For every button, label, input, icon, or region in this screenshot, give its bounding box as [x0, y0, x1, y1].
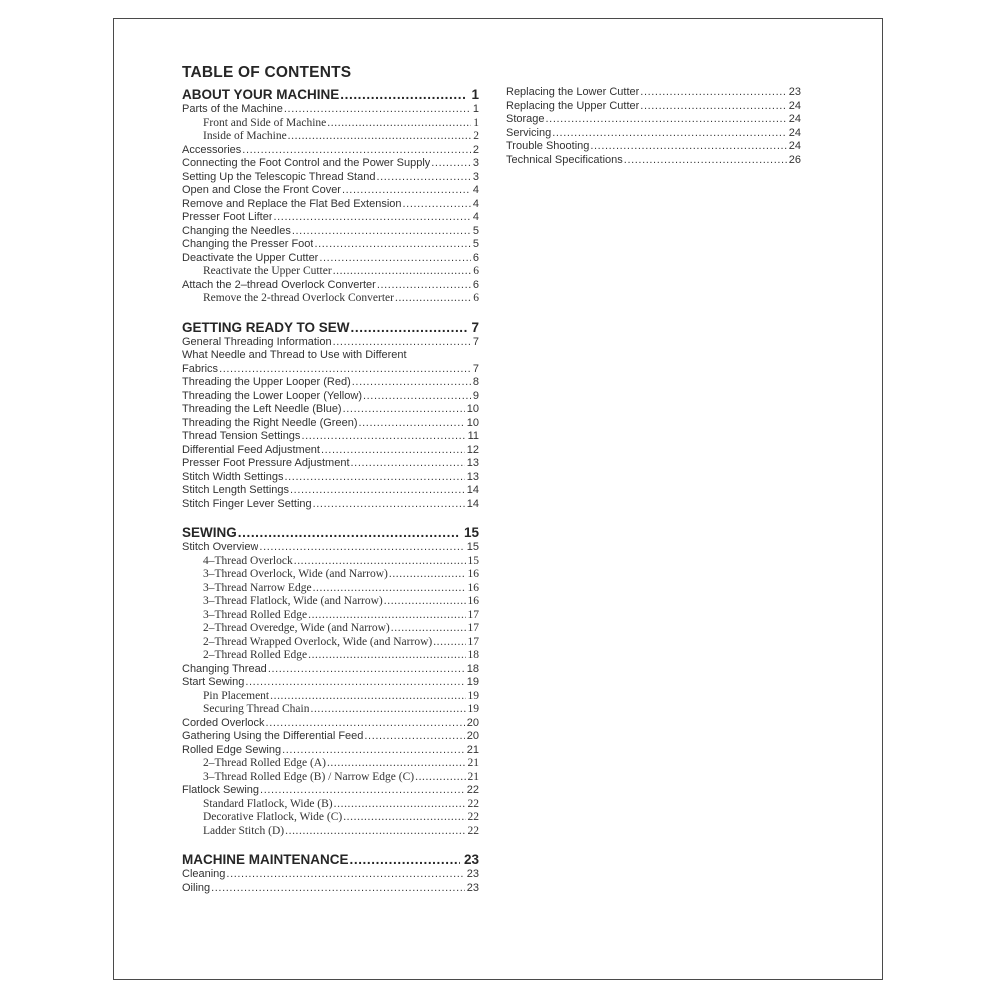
dot-leader: [308, 609, 465, 623]
toc-entry: [506, 113, 801, 127]
toc-entry: [506, 86, 801, 100]
toc-entry: [182, 744, 479, 758]
toc-entry-label: Parts of the Machine: [182, 103, 283, 115]
toc-entry-label: 2–Thread Overedge, Wide (and Narrow): [203, 622, 390, 634]
toc-entry-label: Setting Up the Telescopic Thread Stand: [182, 170, 376, 183]
toc-entry-label: Oiling: [182, 881, 211, 894]
dot-leader: [351, 319, 468, 336]
toc-entry-label: Attach the 2–thread Overlock Converter: [182, 278, 376, 291]
toc-entry: [182, 363, 479, 377]
dot-leader: [310, 703, 465, 717]
toc-entry: [182, 184, 479, 198]
toc-section-heading: [182, 851, 479, 868]
toc-entry-label: Remove the 2-thread Overlock Converter: [203, 292, 394, 304]
toc-entry-page: 11: [467, 430, 479, 442]
dot-leader: [238, 524, 460, 541]
toc-entry-page: 15: [466, 541, 479, 553]
dot-leader: [333, 265, 472, 279]
toc-entry: [182, 198, 479, 212]
toc-entry-label: Decorative Flatlock, Wide (C): [203, 811, 343, 823]
toc-entry: [182, 757, 479, 771]
toc-entry-page: 22: [467, 797, 479, 810]
toc-entry: [506, 140, 801, 154]
toc-entry-page: 24: [788, 140, 801, 152]
toc-entry-label: Changing Thread: [182, 662, 267, 675]
toc-entry: [182, 784, 479, 798]
toc-entry: [182, 703, 479, 717]
toc-entry-page: 23: [466, 881, 479, 894]
toc-entry: [182, 676, 479, 690]
toc-entry-label: ABOUT YOUR MACHINE: [182, 87, 340, 102]
dot-leader: [270, 690, 465, 704]
toc-entry-label: Replacing the Upper Cutter: [506, 99, 640, 112]
toc-entry: [182, 376, 479, 390]
toc-entry-label: Changing the Presser Foot: [182, 238, 314, 250]
toc-entry-label: Replacing the Lower Cutter: [506, 86, 640, 98]
toc-entry-label: 3–Thread Narrow Edge: [203, 581, 312, 594]
toc-section-heading: [182, 319, 479, 336]
toc-entry: [182, 541, 479, 555]
toc-entry: [182, 117, 479, 131]
toc-entry-page: 3: [472, 170, 479, 183]
toc-entry-label: Servicing: [506, 126, 552, 139]
toc-entry: [182, 882, 479, 896]
dot-leader: [294, 555, 466, 569]
dot-leader: [333, 336, 471, 350]
dot-leader: [211, 882, 465, 896]
toc-entry: [182, 444, 479, 458]
toc-entry: [182, 292, 479, 306]
toc-column-right: [506, 86, 801, 167]
toc-entry-page: 23: [788, 86, 801, 98]
toc-entry-label: Connecting the Foot Control and the Power Supply: [182, 157, 431, 169]
dot-leader: [219, 363, 471, 377]
toc-entry-page: 10: [466, 416, 479, 429]
toc-entry-page: 6: [473, 292, 479, 304]
toc-entry-label: 3–Thread Flatlock, Wide (and Narrow): [203, 595, 383, 607]
toc-entry: [182, 417, 479, 431]
toc-entry: [182, 498, 479, 512]
toc-entry: [182, 336, 479, 350]
toc-entry: [182, 811, 479, 825]
toc-entry: [182, 171, 479, 185]
toc-entry: [182, 403, 479, 417]
dot-leader: [292, 225, 471, 239]
toc-entry-label: Start Sewing: [182, 676, 245, 688]
toc-entry: [182, 730, 479, 744]
toc-entry-page: 16: [467, 568, 479, 580]
toc-entry-label: Threading the Lower Looper (Yellow): [182, 389, 362, 402]
toc-entry-page: 26: [788, 153, 801, 166]
toc-entry-label: Gathering Using the Differential Feed: [182, 730, 364, 742]
toc-entry-label: Inside of Machine: [203, 130, 287, 142]
toc-entry-label: 3–Thread Rolled Edge: [203, 608, 308, 621]
toc-entry: [182, 649, 479, 663]
toc-entry-page: 4: [472, 197, 479, 210]
toc-entry-page: 19: [467, 703, 479, 715]
toc-entry-label: Pin Placement: [203, 689, 270, 702]
dot-leader: [285, 825, 465, 839]
toc-entry: [182, 568, 479, 582]
toc-entry-label: 2–Thread Rolled Edge: [203, 649, 308, 661]
toc-entry-label: General Threading Information: [182, 335, 332, 348]
toc-entry: [182, 825, 479, 839]
toc-entry: [182, 471, 479, 485]
toc-entry-page: 19: [466, 676, 479, 688]
toc-entry: [182, 663, 479, 677]
dot-leader: [285, 471, 465, 485]
toc-entry: [182, 771, 479, 785]
toc-entry-page: 6: [472, 251, 479, 264]
toc-entry-label: Threading the Upper Looper (Red): [182, 376, 351, 388]
toc-entry: [182, 238, 479, 252]
dot-leader: [640, 86, 786, 100]
dot-leader: [351, 457, 465, 471]
toc-entry: [182, 582, 479, 596]
dot-leader: [352, 376, 471, 390]
toc-entry-page: 9: [472, 389, 479, 402]
dot-leader: [313, 582, 466, 596]
toc-entry-label: 2–Thread Wrapped Overlock, Wide (and Narrow): [203, 635, 433, 648]
dot-leader: [308, 649, 465, 663]
toc-entry-page: 6: [472, 278, 479, 291]
dot-leader: [391, 622, 466, 636]
toc-entry-page: 22: [467, 824, 479, 837]
dot-leader: [268, 663, 465, 677]
dot-leader: [377, 279, 471, 293]
toc-entry: [182, 717, 479, 731]
toc-entry-page: 18: [466, 662, 479, 675]
toc-entry-page: 16: [467, 581, 479, 594]
toc-entry-label: Standard Flatlock, Wide (B): [203, 797, 333, 810]
toc-entry-label: Presser Foot Lifter: [182, 211, 273, 223]
toc-entry: [182, 555, 479, 569]
toc-entry-page: 8: [472, 376, 479, 388]
toc-entry: [182, 636, 479, 650]
toc-entry-page: 15: [463, 525, 479, 540]
toc-entry-label: 3–Thread Rolled Edge (B) / Narrow Edge (C): [203, 770, 415, 783]
toc-entry: [182, 349, 479, 363]
toc-entry: [182, 484, 479, 498]
dot-leader: [314, 238, 470, 252]
toc-entry: [182, 390, 479, 404]
dot-leader: [640, 100, 786, 114]
toc-entry-page: 21: [466, 743, 479, 756]
toc-entry-label: Threading the Right Needle (Green): [182, 416, 358, 429]
dot-leader: [343, 403, 465, 417]
toc-entry-label: What Needle and Thread to Use with Different: [182, 349, 407, 361]
dot-leader: [273, 211, 470, 225]
dot-leader: [334, 798, 466, 812]
toc-entry-label: 3–Thread Overlock, Wide (and Narrow): [203, 568, 388, 580]
toc-entry-page: 10: [466, 403, 479, 415]
dot-leader: [624, 154, 787, 168]
toc-entry-label: Changing the Needles: [182, 224, 291, 237]
dot-leader: [552, 127, 787, 141]
toc-entry-label: Reactivate the Upper Cutter: [203, 265, 332, 277]
toc-entry-page: 20: [466, 716, 479, 729]
dot-leader: [226, 868, 464, 882]
toc-entry-page: 19: [467, 689, 479, 702]
dot-leader: [319, 252, 471, 266]
dot-leader: [260, 784, 465, 798]
toc-entry-label: Fabrics: [182, 362, 219, 375]
toc-entry-label: Flatlock Sewing: [182, 784, 260, 796]
dot-leader: [284, 103, 471, 117]
toc-entry-label: Stitch Length Settings: [182, 484, 290, 496]
dot-leader: [363, 390, 471, 404]
toc-column-left: [182, 86, 479, 895]
dot-leader: [245, 676, 464, 690]
toc-entry-page: 16: [467, 595, 479, 607]
dot-leader: [327, 757, 466, 771]
dot-leader: [364, 730, 464, 744]
toc-entry-label: Trouble Shooting: [506, 140, 590, 152]
toc-entry-label: Technical Specifications: [506, 153, 623, 166]
dot-leader: [259, 541, 464, 555]
toc-entry-page: 21: [467, 757, 479, 769]
toc-section-heading: [182, 86, 479, 103]
toc-entry-label: Stitch Overview: [182, 541, 259, 553]
toc-entry: [182, 430, 479, 444]
toc-entry-page: 7: [472, 335, 479, 348]
toc-entry-label: Ladder Stitch (D): [203, 824, 285, 837]
dot-leader: [350, 851, 460, 868]
toc-entry-page: 2: [472, 143, 479, 156]
toc-entry-label: Front and Side of Machine: [203, 116, 327, 129]
toc-entry-page: 1: [473, 116, 479, 129]
toc-entry-label: Stitch Finger Lever Setting: [182, 497, 312, 510]
toc-entry: [506, 154, 801, 168]
toc-entry-page: 17: [467, 622, 479, 634]
dot-leader: [301, 430, 465, 444]
toc-entry-page: 3: [472, 157, 479, 169]
toc-entry-page: 13: [466, 470, 479, 483]
toc-entry-page: 14: [466, 497, 479, 510]
toc-entry-label: 4–Thread Overlock: [203, 554, 293, 567]
toc-entry-page: 7: [471, 319, 479, 335]
toc-entry-page: 7: [472, 362, 479, 375]
toc-entry-label: Corded Overlock: [182, 716, 265, 729]
toc-entry-label: Deactivate the Upper Cutter: [182, 251, 319, 264]
toc-entry: [182, 103, 479, 117]
toc-entry: [182, 130, 479, 144]
toc-entry-label: Presser Foot Pressure Adjustment: [182, 457, 350, 469]
toc-entry-label: MACHINE MAINTENANCE: [182, 852, 349, 867]
toc-entry-page: 22: [466, 784, 479, 796]
toc-entry-page: 4: [472, 184, 479, 196]
toc-entry-label: GETTING READY TO SEW: [182, 319, 350, 335]
toc-entry: [506, 127, 801, 141]
toc-entry: [182, 225, 479, 239]
dot-leader: [415, 771, 465, 785]
toc-entry-page: 12: [466, 443, 479, 456]
toc-entry-page: 4: [472, 211, 479, 223]
toc-entry-page: 5: [472, 224, 479, 237]
toc-entry-page: 14: [466, 484, 479, 496]
toc-columns: [182, 86, 882, 895]
dot-leader: [376, 171, 470, 185]
toc-entry: [182, 690, 479, 704]
toc-entry-label: Thread Tension Settings: [182, 430, 301, 442]
toc-entry: [182, 595, 479, 609]
dot-leader: [327, 117, 471, 131]
toc-entry-page: 1: [471, 87, 479, 102]
toc-entry-page: 6: [473, 265, 479, 277]
toc-entry-label: Differential Feed Adjustment: [182, 443, 320, 456]
dot-leader: [590, 140, 786, 154]
toc-entry: [182, 798, 479, 812]
toc-entry-label: Accessories: [182, 143, 242, 156]
dot-leader: [313, 498, 465, 512]
toc-entry: [182, 868, 479, 882]
toc-entry-label: 2–Thread Rolled Edge (A): [203, 757, 326, 769]
dot-leader: [321, 444, 465, 458]
document-page: [113, 18, 883, 980]
dot-leader: [384, 595, 466, 609]
toc-entry-page: 5: [472, 238, 479, 250]
dot-leader: [342, 184, 471, 198]
dot-leader: [433, 636, 465, 650]
toc-entry-label: Stitch Width Settings: [182, 470, 284, 483]
dot-leader: [282, 744, 465, 758]
page-title: TABLE OF CONTENTS: [182, 64, 352, 81]
toc-entry: [182, 211, 479, 225]
toc-entry: [182, 265, 479, 279]
dot-leader: [389, 568, 466, 582]
toc-entry: [182, 622, 479, 636]
toc-entry-label: Rolled Edge Sewing: [182, 743, 282, 756]
toc-entry-page: 23: [463, 852, 479, 867]
toc-entry-label: Open and Close the Front Cover: [182, 184, 341, 196]
toc-entry-page: 23: [466, 868, 479, 880]
toc-entry: [506, 100, 801, 114]
dot-leader: [431, 157, 471, 171]
toc-entry-page: 24: [788, 113, 801, 125]
toc-entry-label: Remove and Replace the Flat Bed Extension: [182, 197, 402, 210]
toc-entry: [182, 144, 479, 158]
toc-entry-label: Storage: [506, 113, 545, 125]
toc-entry: [182, 279, 479, 293]
dot-leader: [358, 417, 464, 431]
toc-entry-label: SEWING: [182, 525, 237, 540]
dot-leader: [343, 811, 465, 825]
toc-entry-page: 24: [788, 99, 801, 112]
toc-entry: [182, 252, 479, 266]
toc-entry-page: 18: [467, 649, 479, 661]
toc-entry-page: 13: [466, 457, 479, 469]
toc-entry: [182, 157, 479, 171]
dot-leader: [266, 717, 465, 731]
toc-entry-label: Securing Thread Chain: [203, 703, 310, 715]
dot-leader: [242, 144, 471, 158]
toc-entry-page: 17: [467, 608, 479, 621]
toc-entry-label: Threading the Left Needle (Blue): [182, 403, 342, 415]
toc-entry-page: 20: [466, 730, 479, 742]
toc-entry-page: 2: [473, 130, 479, 142]
toc-entry-label: Cleaning: [182, 868, 226, 880]
toc-entry-page: 1: [472, 103, 479, 115]
toc-entry: [182, 609, 479, 623]
dot-leader: [290, 484, 465, 498]
toc-entry-page: 15: [467, 554, 479, 567]
dot-leader: [288, 130, 472, 144]
toc-entry-page: 21: [467, 770, 479, 783]
toc-entry: [182, 457, 479, 471]
toc-entry-page: 17: [467, 635, 479, 648]
dot-leader: [395, 292, 471, 306]
toc-section-heading: [182, 524, 479, 541]
toc-entry-page: 24: [788, 126, 801, 139]
toc-entry-page: 22: [467, 811, 479, 823]
dot-leader: [340, 86, 467, 103]
dot-leader: [546, 113, 787, 127]
dot-leader: [403, 198, 471, 212]
